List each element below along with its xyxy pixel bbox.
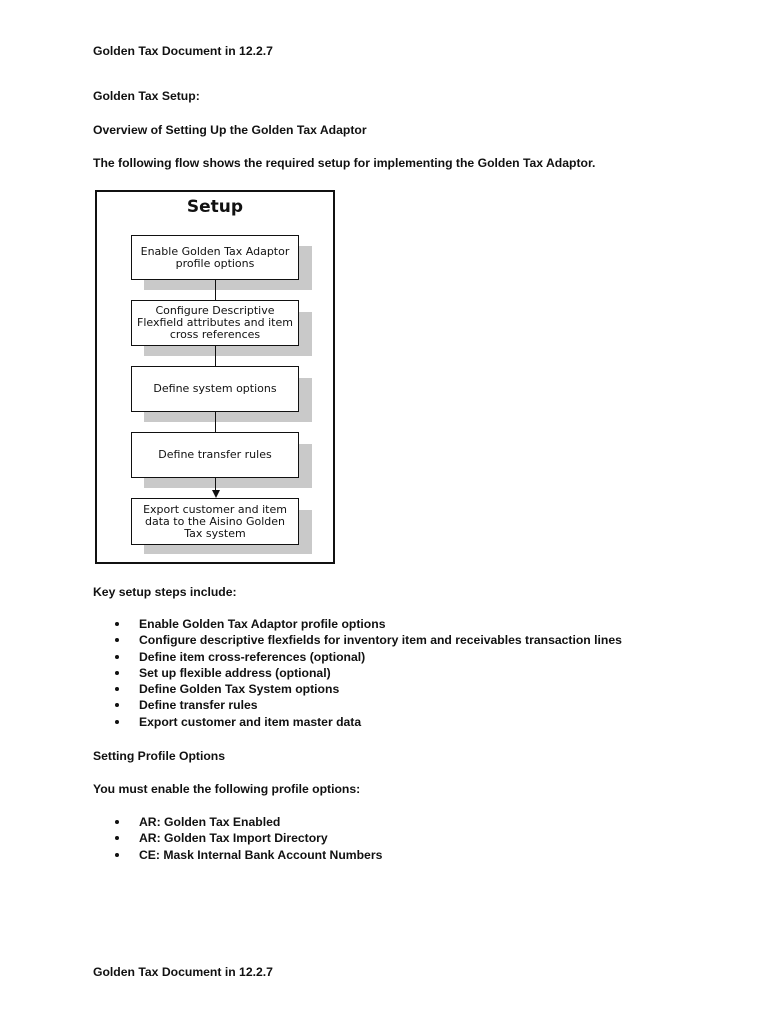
bullet-icon xyxy=(115,720,119,724)
profile-options-label: You must enable the following profile options: xyxy=(93,782,361,796)
bullet-icon xyxy=(115,622,119,626)
step-define-system-options: Define system options xyxy=(131,366,299,412)
profile-options-list xyxy=(112,814,382,863)
step-define-transfer-rules: Define transfer rules xyxy=(131,432,299,478)
list-item: Define transfer rules xyxy=(112,697,622,713)
key-steps-label: Key setup steps include: xyxy=(93,585,237,599)
list-item: Define item cross-references (optional) xyxy=(112,649,622,665)
overview-heading: Overview of Setting Up the Golden Tax Adaptor xyxy=(93,123,367,137)
connector-3 xyxy=(215,411,216,432)
bullet-icon xyxy=(115,638,119,642)
intro-paragraph: The following flow shows the required setup for implementing the Golden Tax Adaptor. xyxy=(93,156,596,170)
connector-2 xyxy=(215,345,216,366)
step-export-data: Export customer and item data to the Aisino Golden Tax system xyxy=(131,498,299,545)
setup-flow-diagram xyxy=(95,190,335,564)
page-footer: Golden Tax Document in 12.2.7 xyxy=(93,965,273,979)
list-item: Enable Golden Tax Adaptor profile options xyxy=(112,616,622,632)
list-item: Set up flexible address (optional) xyxy=(112,665,622,681)
bullet-icon xyxy=(115,820,119,824)
bullet-icon xyxy=(115,703,119,707)
list-item: AR: Golden Tax Enabled xyxy=(112,814,382,830)
bullet-icon xyxy=(115,836,119,840)
bullet-icon xyxy=(115,655,119,659)
step-configure-flexfield: Configure Descriptive Flexfield attributes and item cross references xyxy=(131,300,299,346)
connector-1 xyxy=(215,279,216,300)
setup-heading: Golden Tax Setup: xyxy=(93,89,200,103)
connector-4 xyxy=(215,477,216,491)
page-header: Golden Tax Document in 12.2.7 xyxy=(93,44,273,58)
list-item: CE: Mask Internal Bank Account Numbers xyxy=(112,847,382,863)
key-steps-list xyxy=(112,616,622,730)
profile-options-heading: Setting Profile Options xyxy=(93,749,226,763)
list-item: AR: Golden Tax Import Directory xyxy=(112,830,382,846)
bullet-icon xyxy=(115,853,119,857)
list-item: Export customer and item master data xyxy=(112,714,622,730)
bullet-icon xyxy=(115,671,119,675)
bullet-icon xyxy=(115,687,119,691)
arrow-down-icon xyxy=(212,490,220,498)
step-enable-profile-options: Enable Golden Tax Adaptor profile options xyxy=(131,235,299,280)
diagram-title: Setup xyxy=(186,197,244,217)
list-item: Define Golden Tax System options xyxy=(112,681,622,697)
list-item: Configure descriptive flexfields for inventory item and receivables transaction lines xyxy=(112,632,622,648)
